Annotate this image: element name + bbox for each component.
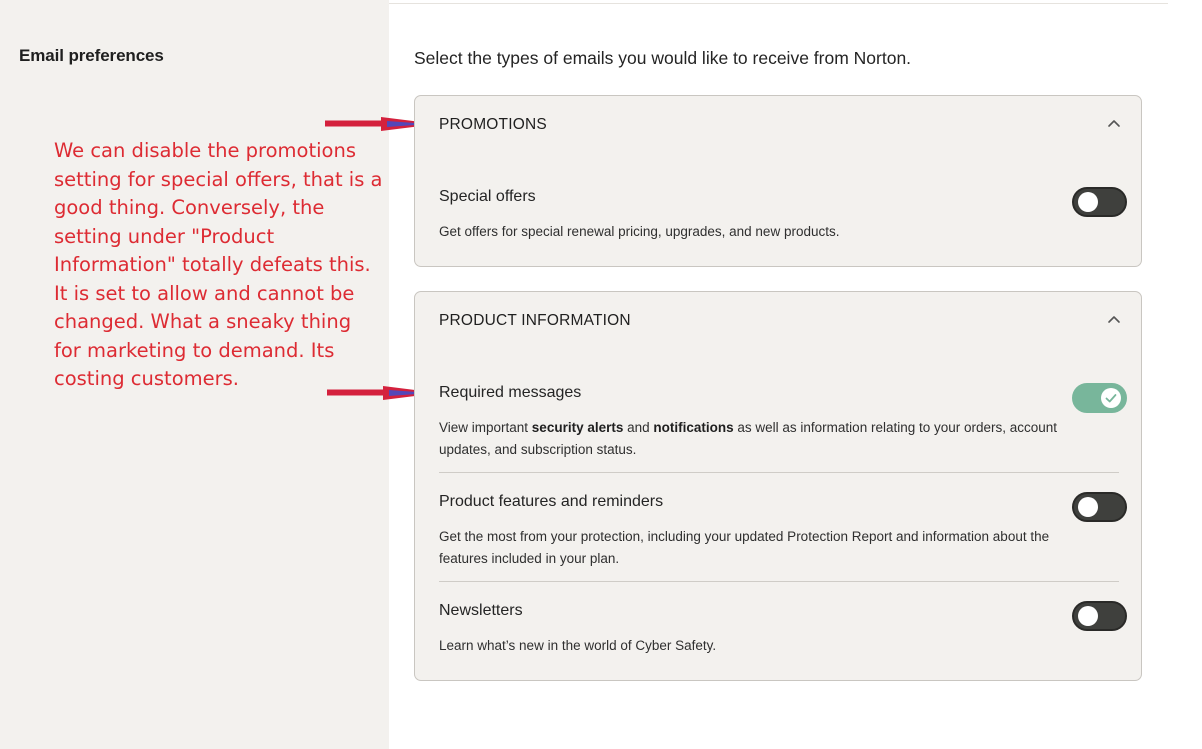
sidebar <box>0 0 389 749</box>
setting-title: Required messages <box>439 384 582 401</box>
desc-text: View important <box>439 420 532 435</box>
toggle-knob <box>1078 497 1098 517</box>
section-header-product-information: PRODUCT INFORMATION <box>439 312 631 329</box>
desc-emphasis-security-alerts: security alerts <box>531 420 624 435</box>
toggle-knob <box>1101 388 1121 408</box>
required-messages-toggle <box>1072 383 1127 413</box>
row-divider <box>439 581 1119 582</box>
setting-description <box>439 417 1061 461</box>
desc-text: as well as information relating to your orders, account updates, and subscription status. <box>439 420 1058 457</box>
section-header-promotions: PROMOTIONS <box>439 116 547 133</box>
setting-description: Get the most from your protection, including your updated Protection Report and information about the features included in your plan. <box>439 529 1050 566</box>
special-offers-toggle[interactable] <box>1072 187 1127 217</box>
newsletters-toggle[interactable] <box>1072 601 1127 631</box>
intro-text: Select the types of emails you would like to receive from Norton. <box>414 48 912 68</box>
toggle-knob <box>1078 192 1098 212</box>
toggle-knob <box>1078 606 1098 626</box>
desc-emphasis-notifications: notifications <box>653 420 734 435</box>
setting-row-special-offers <box>439 188 1119 238</box>
setting-description: Learn what’s new in the world of Cyber Safety. <box>439 638 717 653</box>
setting-description: Get offers for special renewal pricing, upgrades, and new products. <box>439 224 840 239</box>
row-divider <box>439 472 1119 473</box>
product-features-toggle[interactable] <box>1072 492 1127 522</box>
setting-title: Special offers <box>439 188 536 205</box>
setting-row-required-messages <box>439 384 1119 457</box>
setting-row-newsletters <box>439 602 1119 652</box>
setting-title: Newsletters <box>439 602 523 619</box>
check-icon <box>1101 388 1121 408</box>
chevron-up-icon[interactable] <box>1107 116 1121 130</box>
setting-row-product-features <box>439 493 1119 566</box>
product-information-section <box>414 291 1142 681</box>
annotation-note: We can disable the promotions setting for special offers, that is a good thing. Conversely, the setting under "Product Information" totally defeats this. It is set to allow and cannot be changed. What a sneaky thing for marketing to demand. Its costing customers. <box>54 139 383 390</box>
desc-text: and <box>623 420 654 435</box>
setting-title: Product features and reminders <box>439 493 664 510</box>
promotions-section <box>414 95 1142 267</box>
top-divider <box>389 3 1168 4</box>
chevron-up-icon[interactable] <box>1107 312 1121 326</box>
sidebar-title: Email preferences <box>19 46 164 65</box>
